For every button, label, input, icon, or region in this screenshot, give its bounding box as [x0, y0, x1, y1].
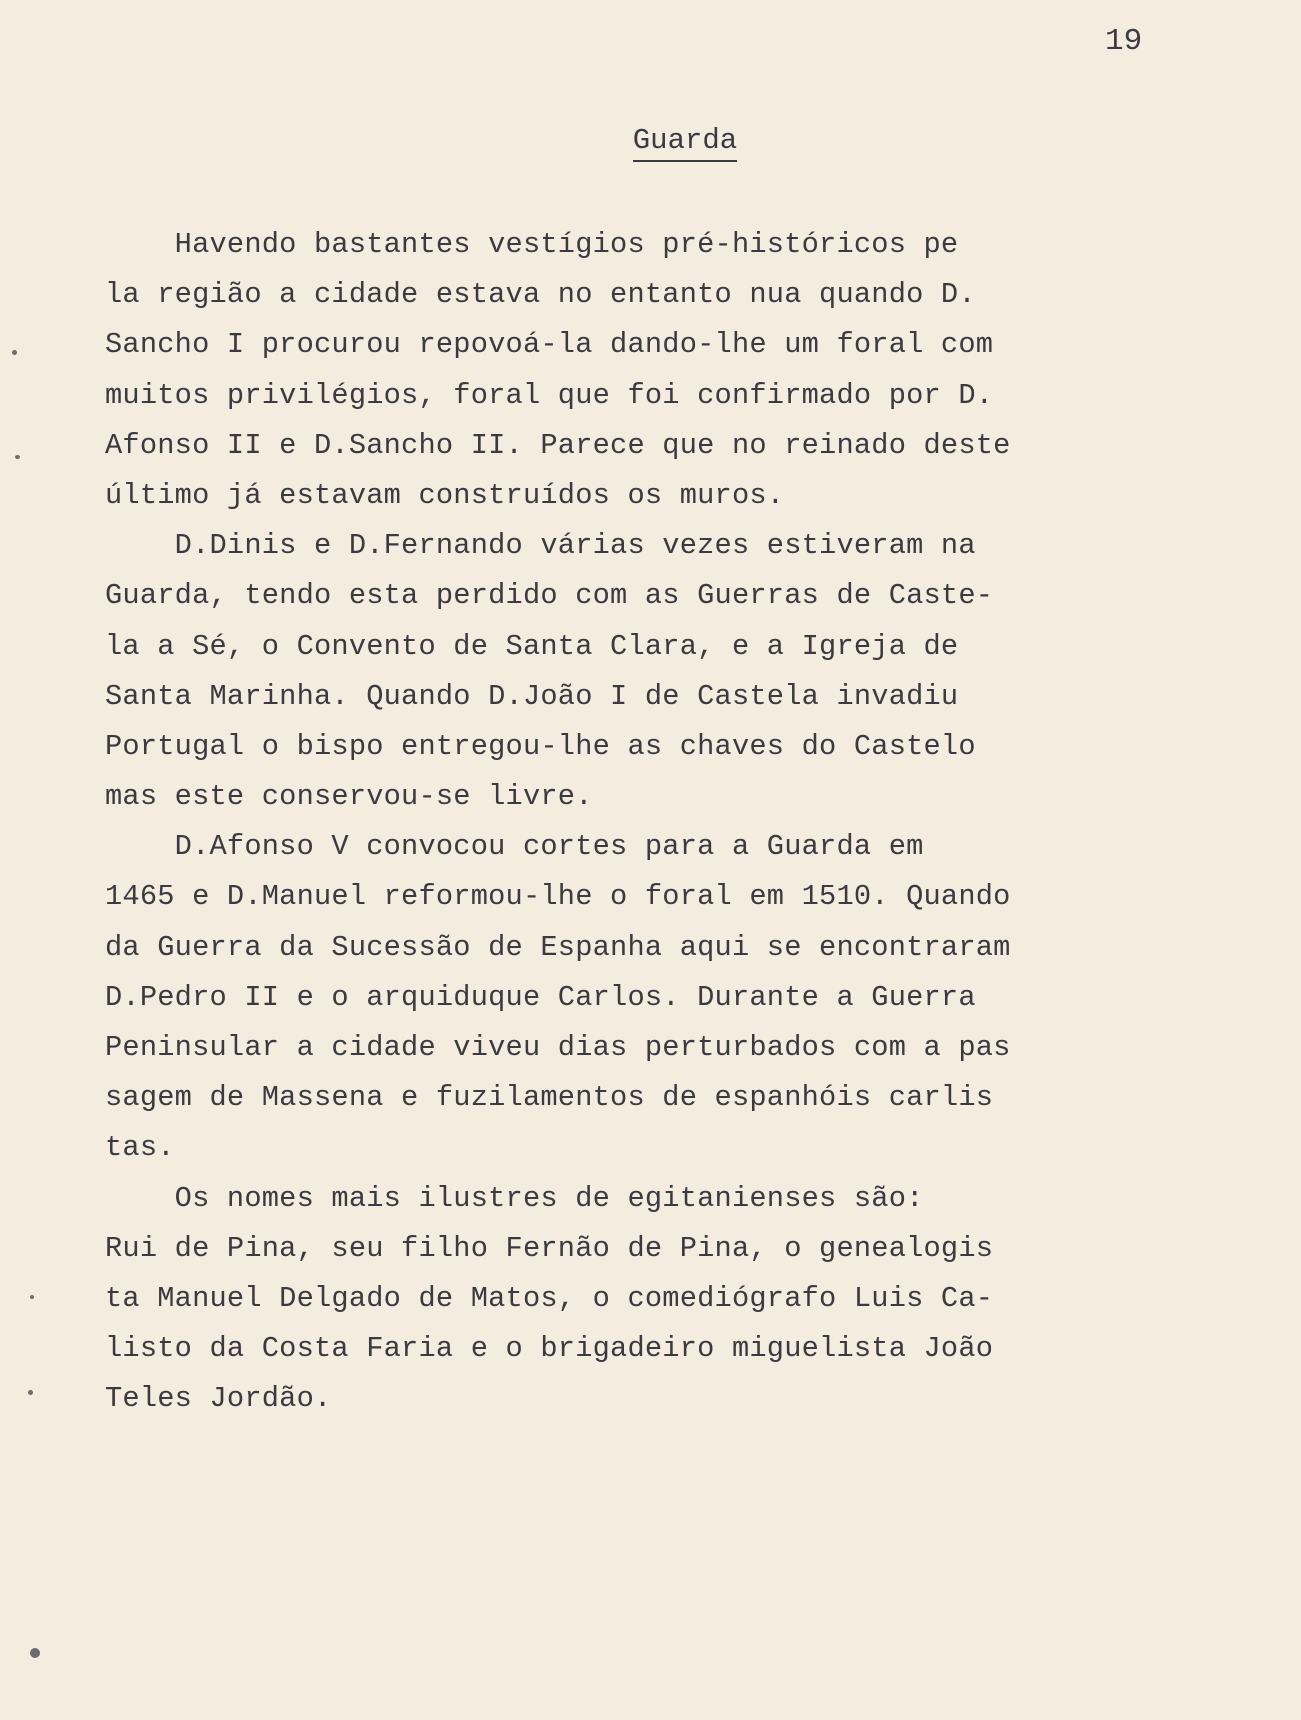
body-text — [105, 220, 1285, 1425]
text-line: Os nomes mais ilustres de egitanienses são: — [105, 1181, 924, 1215]
text-line: ta Manuel Delgado de Matos, o comediógrafo Luis Ca- — [105, 1281, 994, 1315]
text-line: listo da Costa Faria e o brigadeiro miguelista João — [105, 1332, 994, 1366]
text-line: D.Afonso V convocou cortes para a Guarda em — [105, 830, 924, 864]
paper-speck — [28, 1390, 33, 1395]
text-line: tas. — [105, 1131, 175, 1165]
text-line: último já estavam construídos os muros. — [105, 478, 785, 512]
text-line: da Guerra da Sucessão de Espanha aqui se encontraram — [105, 930, 1011, 964]
text-line: la a Sé, o Convento de Santa Clara, e a Igreja de — [105, 629, 959, 663]
text-line: muitos privilégios, foral que foi confirmado por D. — [105, 378, 994, 412]
text-line: Peninsular a cidade viveu dias perturbados com a pas — [105, 1031, 1011, 1064]
text-line: Sancho I procurou repovoá-la dando-lhe um foral com — [105, 328, 994, 362]
text-line: Santa Marinha. Quando D.João I de Castela invadiu — [105, 679, 959, 713]
paper-speck — [15, 455, 20, 459]
paper-speck — [12, 350, 17, 355]
text-line: 1465 e D.Manuel reformou-lhe o foral em 1510. Quando — [105, 880, 1011, 914]
text-line: D.Dinis e D.Fernando várias vezes estiveram na — [105, 529, 976, 563]
text-line: mas este conservou-se livre. — [105, 780, 593, 814]
text-line: Havendo bastantes vestígios pré-históricos pe — [105, 228, 959, 261]
page-title — [0, 124, 1301, 162]
text-line: Afonso II e D.Sancho II. Parece que no reinado deste — [105, 428, 1011, 462]
text-line: la região a cidade estava no entanto nua quando D. — [105, 278, 976, 312]
paper-speck — [30, 1648, 40, 1658]
paper-speck — [30, 1295, 34, 1299]
text-line: Teles Jordão. — [105, 1382, 332, 1416]
text-line: D.Pedro II e o arquiduque Carlos. Durante a Guerra — [105, 980, 976, 1014]
text-line: Rui de Pina, seu filho Fernão de Pina, o genealogis — [105, 1231, 994, 1265]
text-line: Portugal o bispo entregou-lhe as chaves do Castelo — [105, 729, 976, 763]
text-line: Guarda, tendo esta perdido com as Guerras de Caste- — [105, 579, 994, 613]
title-text: Guarda — [633, 124, 737, 162]
text-line: sagem de Massena e fuzilamentos de espanhóis carlis — [105, 1081, 994, 1115]
page-number: 19 — [1105, 24, 1143, 59]
